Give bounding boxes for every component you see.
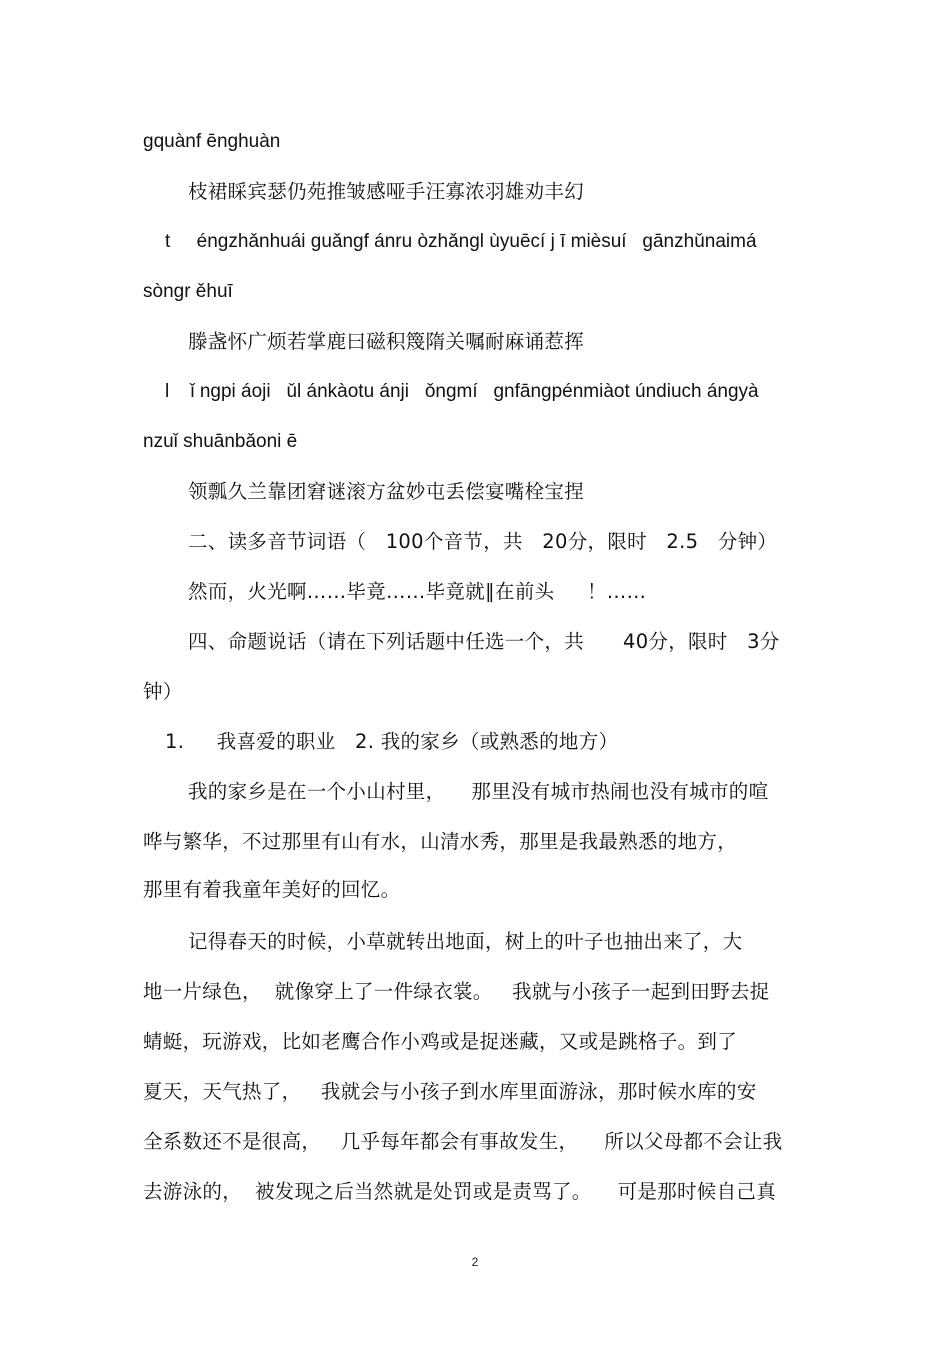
- paragraph-line: 我的家乡是在一个小山村里， 那里没有城市热闹也没有城市的喧: [188, 780, 769, 803]
- section-heading: 四、命题说话（请在下列话题中任选一个，共 40分，限时 3分: [188, 630, 780, 653]
- character-line: 滕盏怀广烦若掌鹿曰磁积篾隋关嘱耐麻诵惹挥: [188, 330, 585, 353]
- paragraph-line: 那里有着我童年美好的回忆。: [143, 878, 401, 901]
- pinyin-line: l ǐ ngpi áoji ǔl ánkàotu ánji ǒngmí gnfāngpénmiàot úndiuch ángyà: [165, 381, 759, 402]
- topic-list: 1. 我喜爱的职业 2. 我的家乡（或熟悉的地方）: [165, 730, 619, 753]
- character-line: 领瓢久兰靠团窘谜滚方盆妙屯丢偿宴嘴栓宝捏: [188, 480, 585, 503]
- paragraph-line: 夏天，天气热了， 我就会与小孩子到水库里面游泳，那时候水库的安: [143, 1080, 757, 1103]
- paragraph-line: 全系数还不是很高， 几乎每年都会有事故发生， 所以父母都不会让我: [143, 1130, 783, 1153]
- paragraph-line: 去游泳的， 被发现之后当然就是处罚或是责骂了。 可是那时候自己真: [143, 1180, 776, 1203]
- pinyin-line: t éngzhǎnhuái guǎngf ánru òzhǎngl ùyuēcí j ī mièsuí gānzhǔnaimá: [165, 231, 757, 252]
- page-number: 2: [471, 1255, 479, 1269]
- paragraph-line: 蜻蜓，玩游戏，比如老鹰合作小鸡或是捉迷藏，又或是跳格子。到了: [143, 1030, 738, 1053]
- paragraph-line: 地一片绿色， 就像穿上了一件绿衣裳。 我就与小孩子一起到田野去捉: [143, 980, 770, 1003]
- pinyin-line: sòngr ěhuī: [143, 281, 233, 302]
- section-heading-continued: 钟）: [143, 680, 183, 703]
- pinyin-line: gquànf ēnghuàn: [143, 131, 281, 152]
- character-line: 枝裙睬宾瑟仍苑推皱感哑手汪寡浓羽雄劝丰幻: [188, 180, 585, 203]
- text-line: 然而，火光啊……毕竟……毕竟就∥在前头 ！……: [188, 580, 647, 603]
- paragraph-line: 哗与繁华，不过那里有山有水，山清水秀，那里是我最熟悉的地方，: [143, 830, 738, 853]
- paragraph-line: 记得春天的时候，小草就转出地面，树上的叶子也抽出来了，大: [188, 930, 743, 953]
- pinyin-line: nzuǐ shuānbǎoni ē: [143, 431, 298, 452]
- section-heading: 二、读多音节词语（ 100个音节，共 20分，限时 2.5 分钟）: [188, 530, 778, 553]
